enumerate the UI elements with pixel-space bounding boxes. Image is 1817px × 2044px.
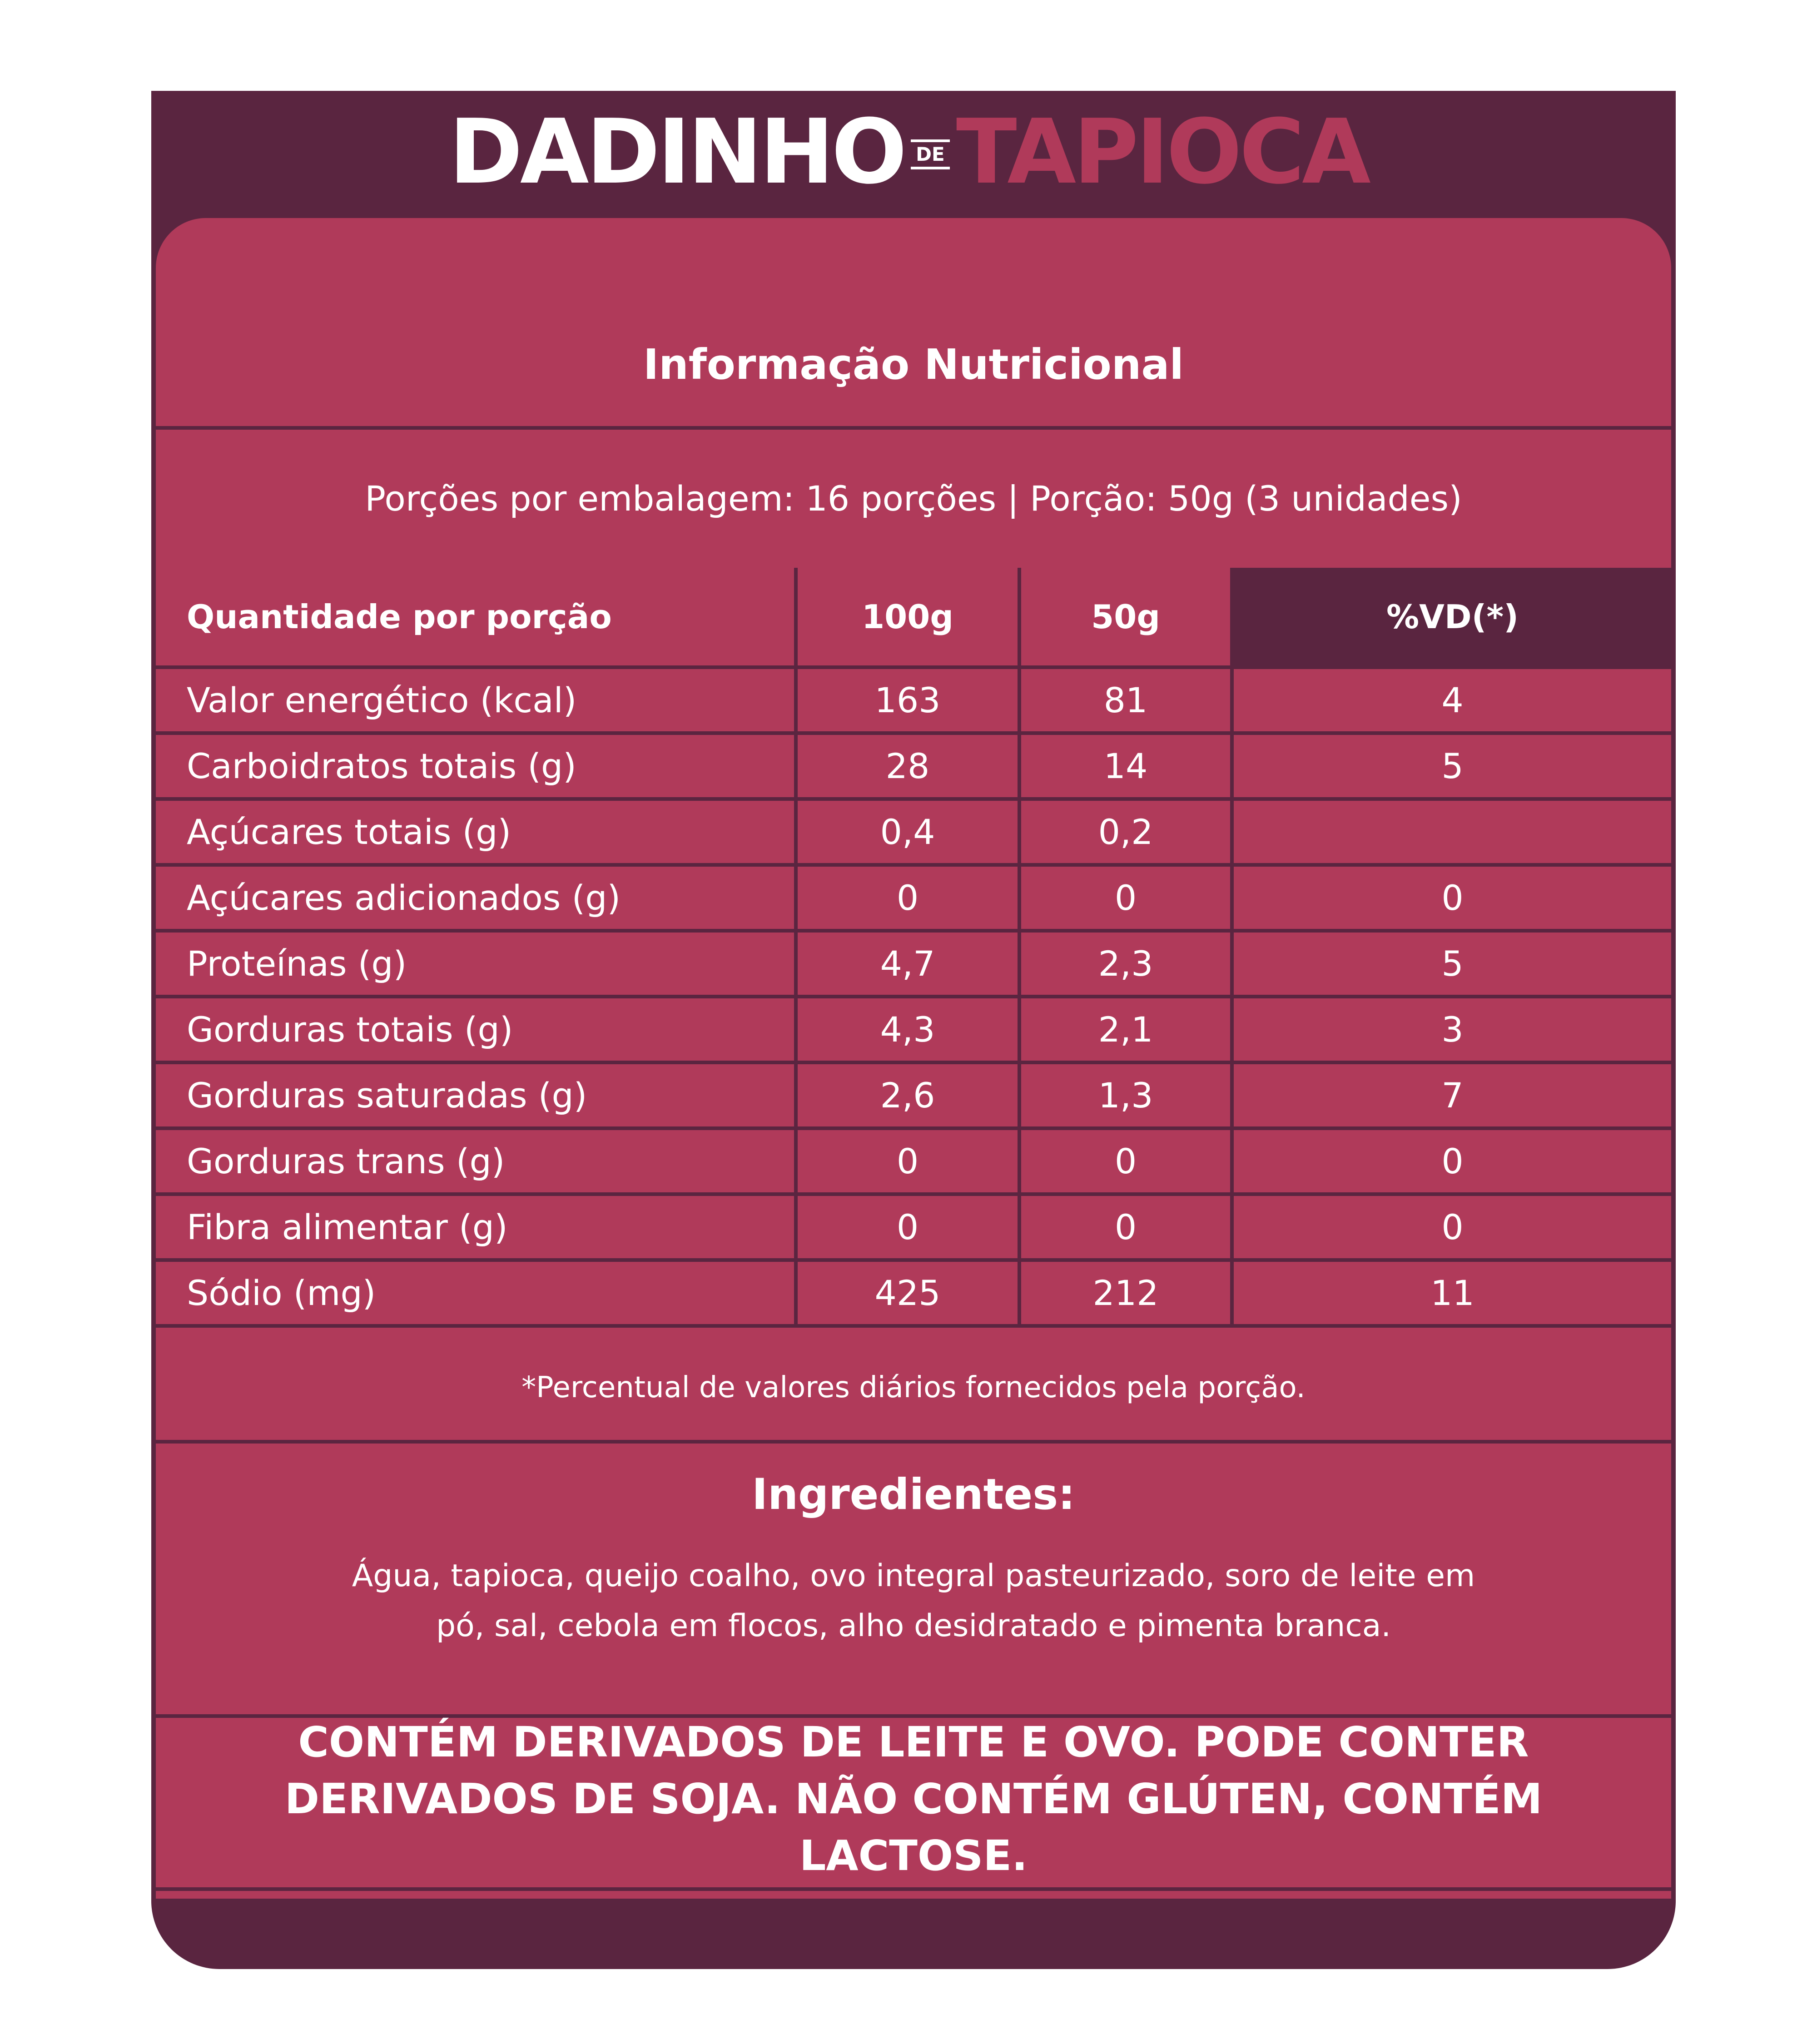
value-100g: 0 [796,865,1019,931]
table-row [156,799,1671,865]
table-header-row [156,568,1671,667]
brand-logo [0,91,1817,213]
value-50g: 1,3 [1019,1062,1232,1128]
value-vd: 11 [1232,1260,1671,1326]
table-row [156,931,1671,997]
value-50g: 14 [1019,733,1232,799]
table-row [156,1128,1671,1194]
value-50g: 2,3 [1019,931,1232,997]
value-vd: 0 [1232,1194,1671,1260]
table-row [156,865,1671,931]
header-100g: 100g [796,568,1019,667]
value-50g: 0 [1019,865,1232,931]
value-50g: 2,1 [1019,997,1232,1062]
ingredients-title: Ingredientes: [752,1469,1075,1519]
value-vd: 5 [1232,733,1671,799]
nutrition-table [156,568,1671,1328]
nutrient-name: Gorduras saturadas (g) [156,1062,796,1128]
footnote: *Percentual de valores diários fornecidos pela porção. [521,1371,1306,1404]
nutrient-name: Gorduras totais (g) [156,997,796,1062]
value-vd: 4 [1232,667,1671,733]
table-row [156,1260,1671,1326]
brand-word-tapioca: TAPIOCA [956,100,1368,204]
value-vd [1232,799,1671,865]
value-vd: 3 [1232,997,1671,1062]
brand-word-dadinho: DADINHO [449,100,904,204]
value-50g: 0 [1019,1128,1232,1194]
nutrient-name: Proteínas (g) [156,931,796,997]
value-vd: 5 [1232,931,1671,997]
value-100g: 28 [796,733,1019,799]
value-100g: 4,7 [796,931,1019,997]
header-vd: %VD(*) [1232,568,1671,667]
portion-info: Porções por embalagem: 16 porções | Porção: 50g (3 unidades) [365,478,1462,519]
value-100g: 0 [796,1128,1019,1194]
nutrient-name: Carboidratos totais (g) [156,733,796,799]
table-row [156,1194,1671,1260]
value-100g: 163 [796,667,1019,733]
value-100g: 425 [796,1260,1019,1326]
brand-connector: DE [911,132,950,172]
value-vd: 7 [1232,1062,1671,1128]
header-50g: 50g [1019,568,1232,667]
value-100g: 0,4 [796,799,1019,865]
value-50g: 212 [1019,1260,1232,1326]
header-quantity: Quantidade por porção [156,568,796,667]
divider [156,1440,1671,1444]
nutrient-name: Valor energético (kcal) [156,667,796,733]
table-row [156,1062,1671,1128]
divider [156,1887,1671,1891]
value-vd: 0 [1232,1128,1671,1194]
nutrient-name: Açúcares adicionados (g) [156,865,796,931]
table-row [156,733,1671,799]
nutrient-name: Fibra alimentar (g) [156,1194,796,1260]
nutrient-name: Açúcares totais (g) [156,799,796,865]
value-100g: 0 [796,1194,1019,1260]
table-row [156,997,1671,1062]
value-100g: 4,3 [796,997,1019,1062]
nutrient-name: Gorduras trans (g) [156,1128,796,1194]
page-title: Informação Nutricional [643,340,1184,389]
value-50g: 0 [1019,1194,1232,1260]
allergen-warning: CONTÉM DERIVADOS DE LEITE E OVO. PODE CONTER DERIVADOS DE SOJA. NÃO CONTÉM GLÚTEN, CONTÉM LACTOSE. [284,1717,1543,1880]
divider [156,426,1671,430]
ingredients-text: Água, tapioca, queijo coalho, ovo integral pasteurizado, soro de leite em pó, sal, cebola em flocos, alho desidratado e pimenta branca. [352,1558,1475,1644]
value-50g: 0,2 [1019,799,1232,865]
table-row [156,667,1671,733]
value-vd: 0 [1232,865,1671,931]
value-50g: 81 [1019,667,1232,733]
nutrient-name: Sódio (mg) [156,1260,796,1326]
value-100g: 2,6 [796,1062,1019,1128]
